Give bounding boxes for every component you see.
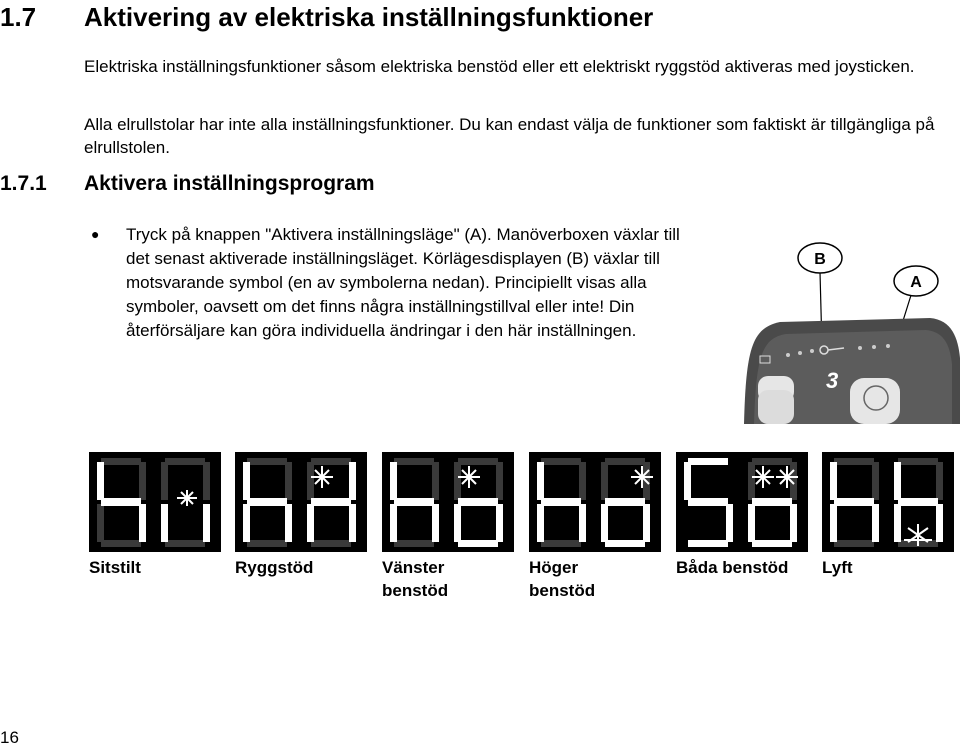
symbol-vanster-benstod — [382, 452, 514, 552]
symbol-bada-benstod — [676, 452, 808, 552]
caption-bada-benstod: Båda benstöd — [676, 558, 789, 577]
caption-lyft: Lyft — [822, 558, 853, 577]
section-number: 1.7 — [0, 2, 37, 32]
intro-paragraph-1: Elektriska inställningsfunktioner såsom elektriska benstöd eller ett elektriskt ryggstöd aktiveras med joysticken. — [84, 57, 915, 76]
caption-ryggstod: Ryggstöd — [235, 558, 314, 577]
subsection-title: Aktivera inställningsprogram — [84, 172, 375, 195]
display-digit: 3 — [826, 368, 839, 393]
caption-hoger-benstod: Höger benstöd — [529, 558, 596, 600]
symbol-lyft — [822, 452, 954, 552]
label-a: A — [910, 274, 922, 291]
symbol-ryggstod — [235, 452, 367, 552]
bullet-text: Tryck på knappen "Aktivera inställningsläge" (A). Manöverboxen växlar till det senast aktiverade inställningsläget. Körlägesdisplayen (B) växlar till motsvarande symbol (en av symbolerna nedan). Principiellt visas alla symboler, oavsett om det finns några inställningstillval eller inte! Din återförsäljare kan göra individuella ändringar i den här inställningen. — [126, 225, 680, 340]
caption-sitstilt: Sitstilt — [89, 558, 141, 577]
symbol-sitstilt — [89, 452, 221, 552]
caption-vanster-benstod: Vänster benstöd — [382, 558, 449, 600]
section-title: Aktivering av elektriska inställningsfunktioner — [84, 2, 654, 32]
subsection-number: 1.7.1 — [0, 172, 47, 195]
bullet-icon: ● — [91, 226, 100, 242]
control-box-figure — [740, 238, 960, 424]
page-number: 16 — [0, 728, 19, 747]
intro-paragraph-2: Alla elrullstolar har inte alla inställningsfunktioner. Du kan endast välja de funktioner som faktiskt är tillgängliga på elrullstolen. — [84, 115, 935, 157]
label-b: B — [814, 251, 826, 268]
symbol-hoger-benstod — [529, 452, 661, 552]
